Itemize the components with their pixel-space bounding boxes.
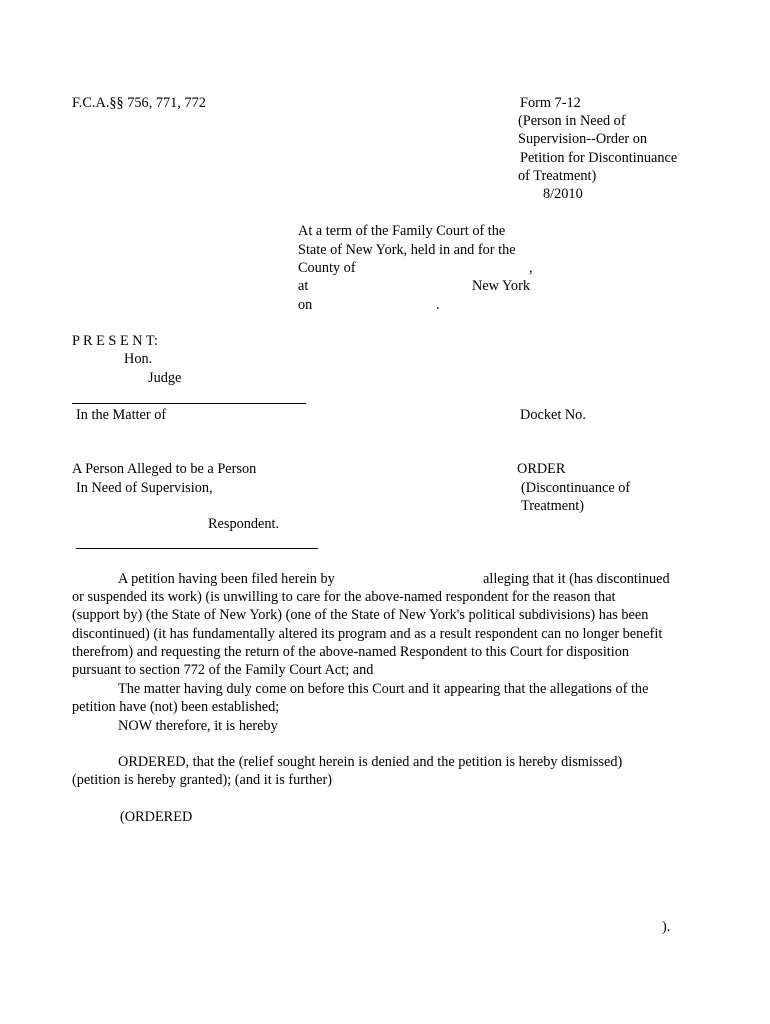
petition-line: discontinued) (it has fundamentally altered its program and as a result respondent can no longer benefit: [72, 625, 663, 642]
date-period: .: [436, 297, 440, 313]
form-number: Form 7-12: [520, 95, 581, 111]
court-term-county: County of: [298, 260, 356, 276]
closing-paren: ).: [662, 919, 671, 935]
ordered-paragraph-line: (petition is hereby granted); (and it is further): [72, 772, 333, 788]
petition-line: (support by) (the State of New York) (one of the State of New York's political subdivisions) has been: [72, 607, 649, 624]
form-description-line: Petition for Discontinuance: [520, 150, 678, 166]
judge-label: Judge: [148, 370, 182, 386]
court-term-line: State of New York, held in and for the: [298, 242, 516, 258]
order-subtitle: (Discontinuance of: [521, 480, 631, 496]
statute-citation: F.C.A.§§ 756, 771, 772: [72, 95, 206, 111]
form-description-line: Supervision--Order on: [518, 131, 648, 147]
court-term-at: at: [298, 278, 309, 294]
petition-paragraph: [72, 588, 712, 679]
form-description-line: (Person in Need of: [518, 113, 626, 129]
petition-line: pursuant to section 772 of the Family Court Act; and: [72, 662, 374, 679]
matter-paragraph-start: The matter having duly come on before this Court and it appearing that the allegations of the: [118, 681, 649, 697]
petition-line: therefrom) and requesting the return of the above-named Respondent to this Court for disposition: [72, 643, 630, 660]
ordered-further: (ORDERED: [120, 809, 193, 825]
docket-number-label: Docket No.: [520, 407, 586, 423]
person-alleged-line: A Person Alleged to be a Person: [72, 461, 257, 477]
order-subtitle: Treatment): [521, 498, 585, 514]
matter-paragraph-line: petition have (not) been established;: [72, 699, 280, 715]
hon-label: Hon.: [124, 351, 153, 367]
court-term-on: on: [298, 297, 313, 313]
petition-paragraph-start: A petition having been filed herein by: [118, 571, 335, 587]
form-description-line: of Treatment): [518, 168, 597, 184]
person-alleged-line: In Need of Supervision,: [76, 480, 213, 496]
petition-alleging: alleging that it (has discontinued: [483, 571, 670, 587]
in-matter-of: In the Matter of: [76, 407, 167, 423]
present-label: P R E S E N T:: [72, 333, 158, 349]
respondent-label: Respondent.: [208, 516, 280, 532]
now-therefore: NOW therefore, it is hereby: [118, 718, 278, 734]
caption-top-rule: [72, 403, 306, 404]
form-date: 8/2010: [543, 186, 583, 202]
court-term-line: At a term of the Family Court of the: [298, 223, 506, 239]
caption-bottom-rule: [76, 548, 318, 549]
ordered-paragraph-start: ORDERED, that the (relief sought herein is denied and the petition is hereby dismissed): [118, 754, 623, 770]
petition-line: or suspended its work) (is unwilling to care for the above-named respondent for the reason that: [72, 589, 616, 605]
court-term-state: New York: [472, 278, 530, 294]
order-title: ORDER: [517, 461, 566, 477]
county-comma: ,: [529, 260, 533, 276]
